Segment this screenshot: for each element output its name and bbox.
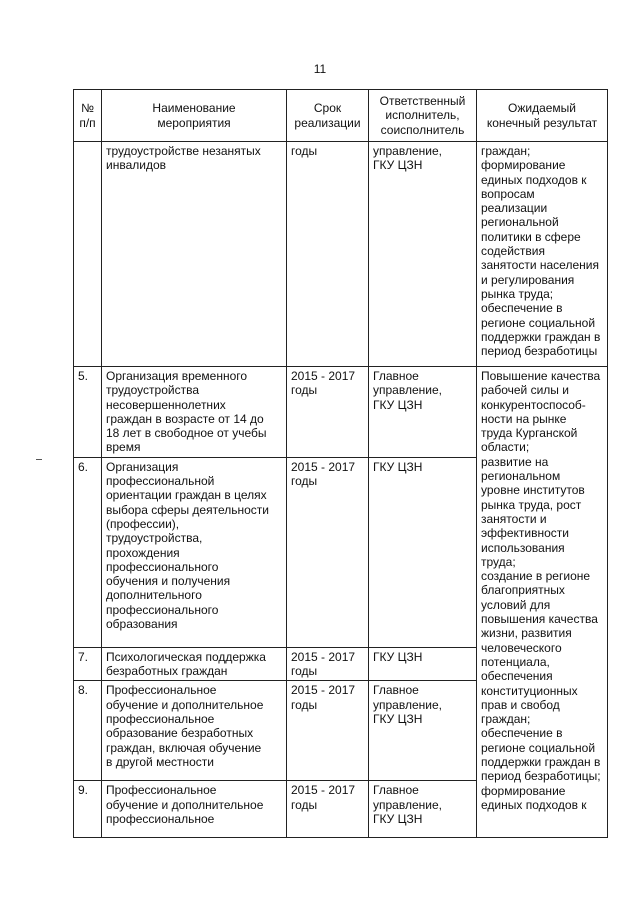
scan-mark: [36, 459, 42, 460]
row-activity-name: Профессиональное обучение и дополнительное профессиональное образование безработных граждан, включая обучение в другой местности: [102, 681, 287, 781]
row-executor: управление, ГКУ ЦЗН: [369, 142, 477, 367]
header-activity-name: Наименование мероприятия: [102, 90, 287, 142]
header-term: Срок реализации: [287, 90, 369, 142]
table-header-row: [74, 90, 608, 142]
row-activity-name: Организация профессиональной ориентации граждан в целях выбора сферы деятельности (профессии), трудоустройства, прохождения профессионального обучения и получения дополнительного профессионального образования: [102, 457, 287, 647]
row-activity-name: Организация временного трудоустройства несовершеннолетних граждан в возрасте от 14 до 18 лет в свободное от учебы время: [102, 367, 287, 458]
header-executor: Ответственный исполнитель, соисполнитель: [369, 90, 477, 142]
header-number: № п/п: [74, 90, 102, 142]
row-number: 9.: [74, 781, 102, 838]
row-number: 6.: [74, 457, 102, 647]
row-term: 2015 - 2017 годы: [287, 781, 369, 838]
row-term: годы: [287, 142, 369, 367]
row-activity-name: трудоустройстве незанятых инвалидов: [102, 142, 287, 367]
row-executor: Главное управление, ГКУ ЦЗН: [369, 367, 477, 458]
activities-table: [73, 89, 608, 838]
row-executor: ГКУ ЦЗН: [369, 457, 477, 647]
row-number: 8.: [74, 681, 102, 781]
merged-expected-result: Повышение качества рабочей силы и конкурентоспособ- ности на рынке труда Курганской области; развитие на региональном уровне институтов рынка труда, рост занятости и эффективности использования труда; создание в регионе благоприятных условий для повышения качества жизни, развития человеческого потенциала, обеспечения конституционных прав и свобод граждан; обеспечение в регионе социальной поддержки граждан в период безработицы; формирование единых подходов к: [477, 367, 608, 838]
row-term: 2015 - 2017 годы: [287, 681, 369, 781]
row-executor: Главное управление, ГКУ ЦЗН: [369, 781, 477, 838]
row-number: 5.: [74, 367, 102, 458]
header-expected-result: Ожидаемый конечный результат: [477, 90, 608, 142]
row-executor: ГКУ ЦЗН: [369, 647, 477, 681]
row-number: 7.: [74, 647, 102, 681]
table-row: [74, 367, 608, 458]
row-number: [74, 142, 102, 367]
table-row: [74, 142, 608, 367]
row-executor: Главное управление, ГКУ ЦЗН: [369, 681, 477, 781]
row-expected-result: граждан; формирование единых подходов к вопросам реализации региональной политики в сфере содействия занятости населения и регулирования рынка труда; обеспечение в регионе социальной поддержки граждан в период безработицы: [477, 142, 608, 367]
row-activity-name: Психологическая поддержка безработных граждан: [102, 647, 287, 681]
row-term: 2015 - 2017 годы: [287, 367, 369, 458]
page-number: 11: [313, 62, 327, 76]
row-term: 2015 - 2017 годы: [287, 457, 369, 647]
row-term: 2015 - 2017 годы: [287, 647, 369, 681]
row-activity-name: Профессиональное обучение и дополнительное профессиональное: [102, 781, 287, 838]
